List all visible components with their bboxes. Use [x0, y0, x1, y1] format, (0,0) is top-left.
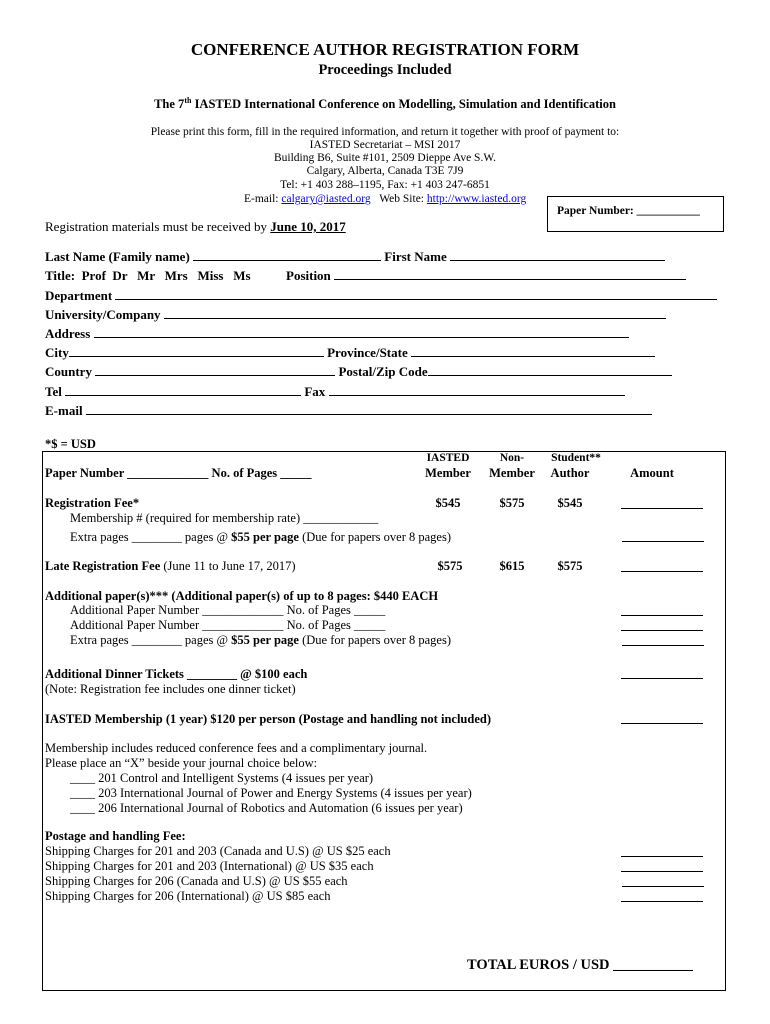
late-fee-label: Late Registration Fee: [45, 559, 161, 573]
tel-field[interactable]: [45, 384, 625, 400]
email-link[interactable]: calgary@iasted.org: [281, 193, 371, 205]
shipping-206-canada: Shipping Charges for 206 (Canada and U.S) @ US $55 each: [45, 874, 348, 888]
journal-option-206[interactable]: ____ 206 International Journal of Robotics and Automation (6 issues per year): [70, 801, 463, 815]
shipping-amount-line-4[interactable]: [621, 901, 703, 902]
additional-paper-amount-line-2[interactable]: [621, 630, 703, 631]
fax-label: Fax: [301, 384, 329, 399]
journal-option-201[interactable]: ____ 201 Control and Intelligent Systems (4 issues per year): [70, 771, 374, 785]
col-iasted-bottom: Member: [425, 466, 471, 480]
dinner-note: (Note: Registration fee includes one dinner ticket): [45, 682, 296, 696]
dinner-tickets-row[interactable]: Additional Dinner Tickets ________ @ $100 each: [45, 667, 308, 681]
university-field[interactable]: [45, 307, 666, 323]
late-fee-amount-line[interactable]: [621, 571, 703, 572]
reg-fee-student: $545: [557, 496, 583, 510]
late-fee-member: $575: [437, 559, 463, 573]
extra-pages-rate: $55 per page: [231, 530, 299, 544]
form-subtitle: Proceedings Included: [318, 62, 452, 78]
position-label: Position: [286, 268, 335, 283]
last-name-label: Last Name (Family name): [45, 249, 194, 264]
title-label: Title:: [45, 268, 76, 283]
journal-prompt: Please place an “X” beside your journal choice below:: [45, 756, 318, 770]
deadline-date: June 10, 2017: [270, 219, 346, 234]
add-extra-text: Extra pages ________ pages @: [70, 633, 232, 647]
street-line: Building B6, Suite #101, 2509 Dieppe Ave S.W.: [273, 152, 496, 164]
country-label: Country: [45, 364, 96, 379]
deadline-notice: [45, 219, 346, 235]
reg-fee-non-member: $575: [499, 496, 525, 510]
shipping-amount-line-1[interactable]: [621, 856, 703, 857]
email-label: E-mail:: [244, 193, 282, 205]
extra-pages-note: (Due for papers over 8 pages): [298, 530, 451, 544]
membership-row: IASTED Membership (1 year) $120 per person (Postage and handling not included): [45, 712, 491, 726]
conference-ordinal: th: [184, 96, 192, 105]
membership-number-row[interactable]: Membership # (required for membership rate) ____________: [70, 511, 379, 525]
membership-amount-line[interactable]: [621, 723, 703, 724]
registration-fee-label: Registration Fee*: [45, 496, 140, 510]
dinner-amount-line[interactable]: [621, 678, 703, 679]
first-name-label: First Name: [381, 249, 450, 264]
shipping-amount-line-2[interactable]: [621, 871, 703, 872]
extra-pages-amount-line[interactable]: [622, 541, 704, 542]
reg-fee-amount-line[interactable]: [621, 508, 703, 509]
col-non-bottom: Member: [489, 466, 535, 480]
conference-prefix: The 7: [154, 97, 185, 112]
paper-number-row[interactable]: Paper Number _____________ No. of Pages _____: [45, 466, 312, 480]
extra-pages-text: Extra pages ________ pages @: [70, 530, 232, 544]
add-extra-note: (Due for papers over 8 pages): [298, 633, 451, 647]
email-field[interactable]: [45, 403, 652, 419]
deadline-text: Registration materials must be received by: [45, 219, 271, 234]
website-label: Web Site:: [379, 193, 427, 205]
province-label: Province/State: [323, 345, 411, 360]
shipping-201-203-canada: Shipping Charges for 201 and 203 (Canada and U.S) @ US $25 each: [45, 844, 391, 858]
postage-title: Postage and handling Fee:: [45, 829, 186, 843]
shipping-amount-line-3[interactable]: [622, 886, 704, 887]
additional-extra-pages-row[interactable]: [70, 633, 451, 648]
address-field[interactable]: [45, 326, 629, 342]
city-label: City: [45, 345, 69, 360]
journal-option-203[interactable]: ____ 203 International Journal of Power and Energy Systems (4 issues per year): [70, 786, 472, 800]
department-label: Department: [45, 288, 116, 303]
city-line: Calgary, Alberta, Canada T3E 7J9: [306, 165, 464, 177]
city-field[interactable]: [45, 345, 655, 361]
reg-fee-member: $545: [435, 496, 461, 510]
currency-note: *$ = USD: [45, 437, 96, 451]
contact-line: [244, 193, 526, 205]
instructions: Please print this form, fill in the required information, and return it together with proof of payment to:: [150, 126, 620, 138]
shipping-206-intl: Shipping Charges for 206 (International) @ US $85 each: [45, 889, 331, 903]
additional-extra-amount-line[interactable]: [622, 645, 704, 646]
shipping-201-203-intl: Shipping Charges for 201 and 203 (International) @ US $35 each: [45, 859, 374, 873]
title-field[interactable]: [45, 268, 251, 284]
additional-paper-row-2[interactable]: Additional Paper Number _____________ No. of Pages _____: [70, 618, 386, 632]
additional-paper-amount-line-1[interactable]: [621, 615, 703, 616]
late-fee-dates: (June 11 to June 17, 2017): [160, 559, 296, 573]
col-student-bottom: Author: [550, 466, 590, 480]
extra-pages-row[interactable]: [70, 530, 451, 545]
department-field[interactable]: [45, 288, 717, 304]
conference-name: [0, 96, 770, 112]
address-label: Address: [45, 326, 94, 341]
title-options[interactable]: Prof Dr Mr Mrs Miss Ms: [81, 268, 251, 283]
website-link[interactable]: http://www.iasted.org: [426, 193, 527, 205]
col-student-top: Student**: [551, 452, 601, 464]
col-iasted-top: IASTED: [426, 452, 470, 464]
secretariat-line: IASTED Secretariat – MSI 2017: [309, 139, 461, 151]
late-fee-student: $575: [557, 559, 583, 573]
university-label: University/Company: [45, 307, 164, 322]
phone-line: Tel: +1 403 288–1195, Fax: +1 403 247-6851: [280, 179, 490, 191]
postal-label: Postal/Zip Code: [335, 364, 428, 379]
col-amount: Amount: [630, 466, 674, 480]
email-field-label: E-mail: [45, 403, 86, 418]
form-title: CONFERENCE AUTHOR REGISTRATION FORM: [190, 40, 580, 59]
country-field[interactable]: [45, 364, 672, 380]
position-field[interactable]: [286, 268, 686, 284]
total-row[interactable]: TOTAL EUROS / USD ___________: [467, 957, 693, 973]
col-non-top: Non-: [499, 452, 525, 464]
conference-suffix: IASTED International Conference on Modelling, Simulation and Identification: [191, 97, 616, 112]
tel-label: Tel: [45, 384, 66, 399]
additional-paper-row-1[interactable]: Additional Paper Number _____________ No. of Pages _____: [70, 603, 386, 617]
late-fee-non-member: $615: [499, 559, 525, 573]
add-extra-rate: $55 per page: [231, 633, 299, 647]
additional-papers-label: Additional paper(s)*** (Additional paper(s) of up to 8 pages: $440 EACH: [45, 589, 439, 603]
membership-info: Membership includes reduced conference fees and a complimentary journal.: [45, 741, 428, 755]
last-name-field[interactable]: [45, 249, 665, 265]
late-fee-row: [45, 559, 296, 574]
paper-number-label[interactable]: Paper Number: ___________: [557, 205, 700, 217]
